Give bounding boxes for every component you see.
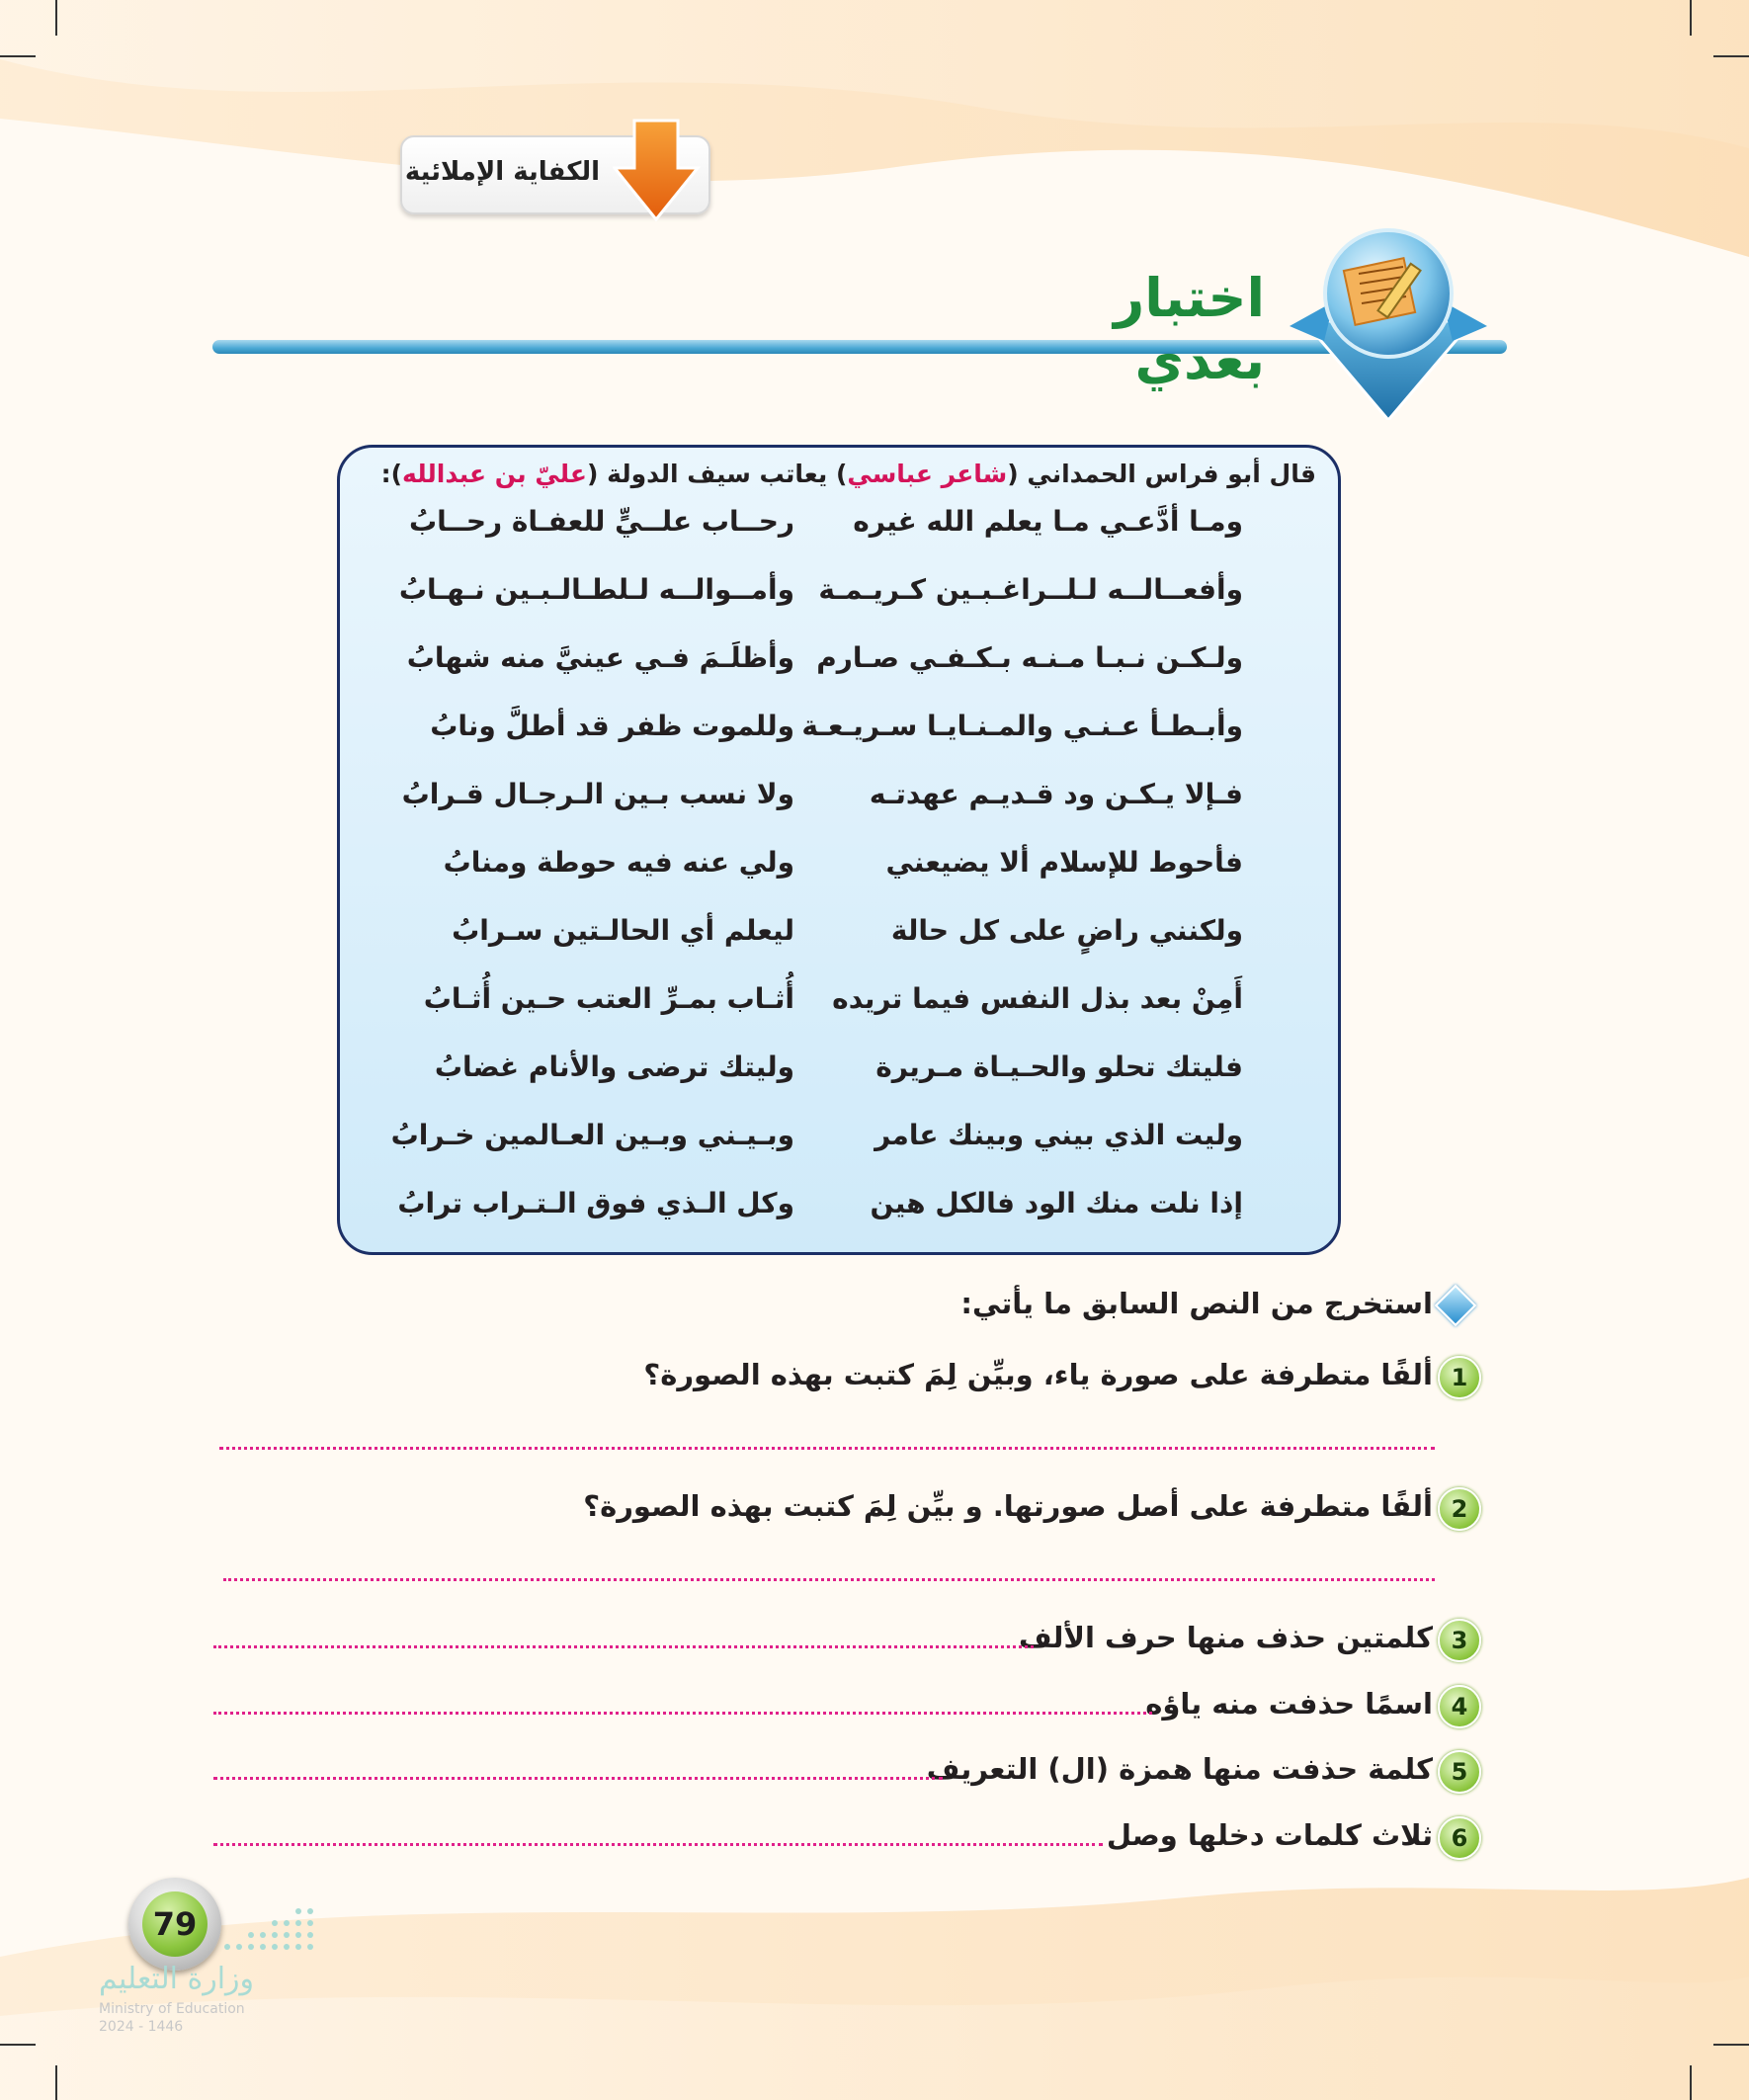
edition-year: 2024 - 1446 [99,2019,184,2035]
question-number: 2 [1438,1487,1481,1531]
verse-second-half: وللموت ظفر قد أطلَّ ونابُ [430,710,794,742]
question-number: 3 [1438,1619,1481,1662]
crop-mark [55,0,57,36]
verse-first-half: فليتك تحلو والحـيـاة مـريرة [875,1050,1243,1083]
page-title: اختبار بعدي [1114,267,1265,391]
verse-second-half: ليعلم أي الحالـتين سـرابُ [452,914,794,947]
verse-second-half: وأمــوالــه لـلطـالـبـين نـهـابُ [398,573,794,606]
verse-first-half: وأبـطـأ عـنـي والمـنـايـا سـريـعـة [801,710,1243,742]
verse-first-half: وليت الذي بيني وبينك عامر [874,1119,1243,1151]
question-text: ألفًا متطرفة على أصل صورتها. و بيِّن لِمَ كتبت بهذه الصورة؟ [583,1489,1433,1523]
question-number: 6 [1438,1816,1481,1860]
intro-part: قال أبو فراس الحمداني ( [1007,460,1316,488]
intro-part: ): [380,460,403,488]
answer-line[interactable] [213,1843,1103,1846]
ministry-name-arabic: وزارة التعليم [99,1962,255,1996]
intro-part: ) يعاتب سيف الدولة ( [586,460,848,488]
crop-mark [0,2044,36,2046]
verse-second-half: أُثـاب بمـرِّ العتب حـين أُثـابُ [423,982,794,1015]
down-arrow-icon [613,117,702,225]
verse-first-half: ومـا أدَّعـي مـا يعلم الله غيره [853,505,1243,538]
verse-second-half: وأظلَـمَ فـي عينيَّ منه شهابُ [406,641,794,674]
crop-mark [55,2065,57,2100]
addressee-name: عليّ بن عبدالله [402,460,587,488]
question-text: ألفًا متطرفة على صورة ياء، وبيِّن لِمَ كتبت بهذه الصورة؟ [643,1358,1433,1391]
verse-second-half: ولا نسب بـين الـرجـال قـرابُ [401,778,794,810]
answer-line[interactable] [213,1645,1034,1648]
page-number-badge [128,1878,221,1971]
verse-second-half: ولي عنه فيه حوطة ومنابُ [443,846,794,879]
verse-first-half: ولـكـن نـبـا مـنـه بـكـفـي صـارم [816,641,1243,674]
verse-first-half: فأحوط للإسلام ألا يضيعني [885,846,1243,879]
verse-second-half: وبـيـني وبـين العـالمين خـرابُ [390,1119,794,1151]
verse-first-half: ولكنني راضٍ على كل حالة [890,914,1243,947]
verse-second-half: وليتك ترضى والأنام غضابُ [434,1050,794,1083]
exam-emblem-icon [1265,222,1512,420]
poem-box [337,445,1341,1255]
question-text: كلمتين حذف منها حرف الألف [1018,1621,1433,1654]
answer-line[interactable] [219,1447,1435,1450]
question-number: 5 [1438,1750,1481,1794]
answer-line[interactable] [223,1578,1435,1581]
ministry-name-english: Ministry of Education [99,2001,245,2017]
question-number: 1 [1438,1356,1481,1399]
answer-line[interactable] [213,1777,943,1780]
crop-mark [0,55,36,57]
crop-mark [1690,2065,1692,2100]
verse-first-half: إذا نلت منك الود فالكل هين [870,1187,1243,1219]
answer-line[interactable] [213,1712,1152,1715]
exercise-instruction: استخرج من النص السابق ما يأتي: [960,1287,1433,1320]
verse-first-half: وأفعــالــه لـلــراغـبـين كـريـمـة [818,573,1243,606]
verse-first-half: أَمِنْ بعد بذل النفس فيما تريده [832,982,1243,1015]
poem-intro [381,460,1316,488]
crop-mark [1690,0,1692,36]
crop-mark [1713,2044,1749,2046]
crop-mark [1713,55,1749,57]
question-number: 4 [1438,1685,1481,1728]
poet-description: شاعر عباسي [847,460,1008,488]
verse-second-half: وكل الـذي فوق الـتـراب ترابُ [397,1187,794,1219]
page-number: 79 [142,1891,208,1957]
question-text: ثلاث كلمات دخلها وصل [1106,1818,1433,1852]
verse-second-half: رحــاب علــيٍّ للعفـاة رحــابُ [409,505,794,538]
ministry-logo-dots-icon [217,1907,326,1957]
section-tab-label: الكفاية الإملائية [404,157,600,187]
question-text: كلمة حذفت منها همزة (ال) التعريف [926,1752,1433,1786]
question-text: اسمًا حذفت منه ياؤه [1145,1687,1433,1721]
verse-first-half: فـإلا يـكـن ود قـديـم عهدتـه [869,778,1243,810]
